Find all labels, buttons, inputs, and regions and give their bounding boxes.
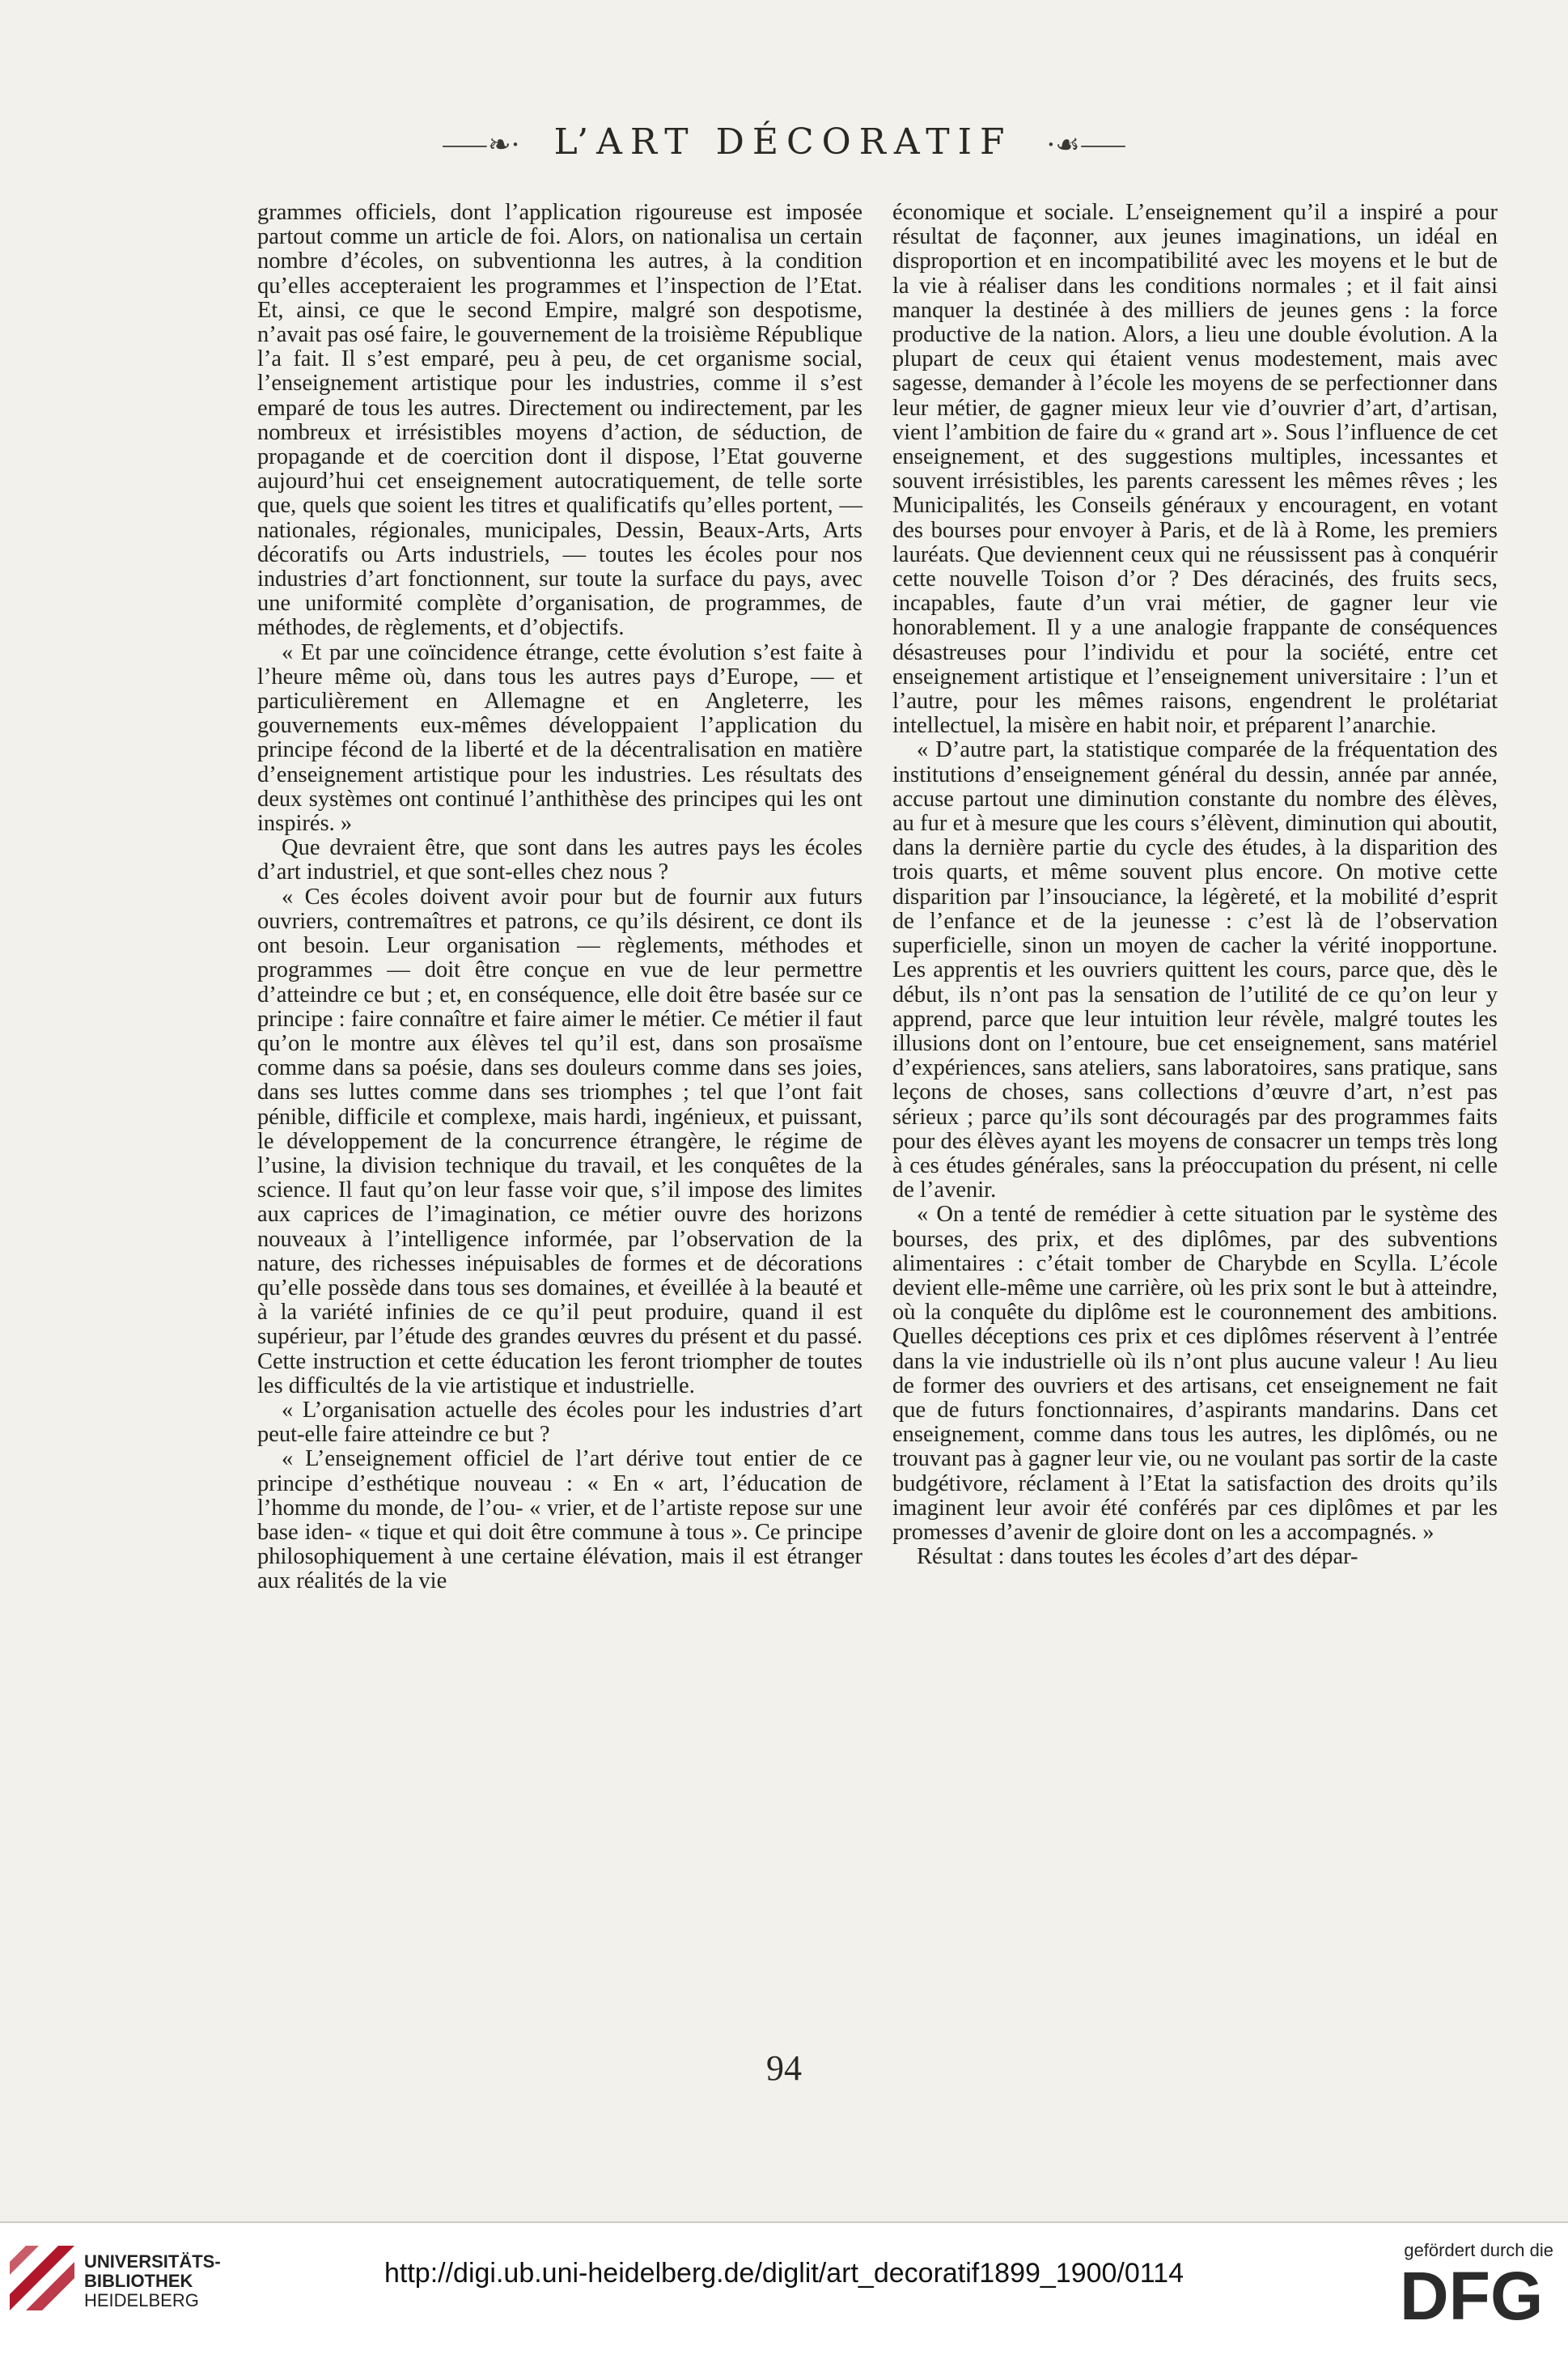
paragraph: « L’organisation actuelle des écoles pour les industries d’art peut-elle faire atteindre ce but ? — [257, 1397, 862, 1448]
dfg-logo-icon — [1400, 2266, 1553, 2327]
paragraph: « Et par une coïncidence étrange, cette évolution s’est faite à l’heure même où, dans tous les autres pays d’Europe, — et particulièrement en Allemagne et en Angleterre, les gouvernements eux-mêmes développaient l’application du principe fécond de la liberté et de la décentralisation en matière d’enseignement artistique pour les industries. Les résultats des deux systèmes ont continué l’anthithèse des principes qui les ont inspirés. » — [257, 639, 862, 837]
left-column — [257, 201, 862, 1594]
digitization-footer — [0, 2223, 1568, 2359]
institution-line: UNIVERSITÄTS- — [84, 2251, 221, 2272]
funded-by-label: gefördert durch die — [1404, 2240, 1553, 2260]
page-number: 94 — [766, 2048, 802, 2088]
paragraph: « On a tenté de remédier à cette situation par le système des bourses, des prix, et des diplômes, par des subventions alimentaires : c’était tomber de Charybde en Scylla. L’école devient elle-même une carrière, où les prix sont le but à atteindre, où la conquête du diplôme est le couronnement des ambitions. Quelles déceptions ces prix et ces diplômes réservent à l’entrée dans la vie industrielle où ils n’ont plus aucune valeur ! Au lieu de former des ouvriers et des artisans, cet enseignement ne fait que de futurs fonctionnaires, d’aspirants mandarins. Dans cet enseignement, comme dans tous les autres, les diplômés, ou ne trouvant pas à gagner leur vie, ou ne voulant pas sortir de la caste budgétivore, réclament à l’Etat la satisfaction des droits qu’ils imaginent leur avoir été conférés par ces diplômes et par les promesses d’avenir de gloire dont on les a accompagnés. » — [892, 1202, 1498, 1545]
paragraph: Résultat : dans toutes les écoles d’art des dépar- — [917, 1544, 1358, 1570]
dfg-funding-logo[interactable] — [1400, 2240, 1553, 2331]
permalink-url[interactable]: http://digi.ub.uni-heidelberg.de/diglit/art_decoratif1899_1900/0114 — [384, 2258, 1184, 2289]
ornament-left-icon: ⸺❧· — [441, 129, 520, 161]
running-header — [0, 121, 1568, 163]
institution-line: HEIDELBERG — [84, 2290, 199, 2310]
ornament-right-icon: ·☙⸺ — [1046, 129, 1127, 161]
paragraph: grammes officiels, dont l’application rigoureuse est imposée partout comme un article de foi. Alors, on nationalisa un certain nombre d’écoles, on subventionna les autres, à la condition qu’elles accepteraient les programmes et l’inspection de l’Etat. Et, ainsi, ce que le second Empire, malgré son despotisme, n’avait pas osé faire, le gouvernement de la troisième République l’a fait. Il s’est emparé, peu à peu, de cet organisme social, l’enseignement artistique pour les industries, comme il s’est emparé de tous les autres. Directement ou indirectement, par les nombreux et irrésistibles moyens d’action, de séduction, de propagande et de coercition dont il dispose, l’Etat gouverne aujourd’hui cet enseignement autocratiquement, de telle sorte que, quels que soient les titres et qualificatifs qu’elles portent, — nationales, régionales, municipales, Dessin, Beaux-Arts, Arts décoratifs ou Arts industriels, — toutes les écoles pour nos industries d’art fonctionnent, sur toute la surface du pays, avec une uniformité complète d’organisation, de programmes, de méthodes, de règlements, et d’objectifs. — [257, 200, 862, 641]
paragraph: Que devraient être, que sont dans les autres pays les écoles d’art industriel, et que sont-elles chez nous ? — [257, 835, 862, 885]
institution-line: BIBLIOTHEK — [84, 2271, 193, 2291]
paragraph: « Ces écoles doivent avoir pour but de fournir aux futurs ouvriers, contremaîtres et patrons, ce qu’ils désirent, ce dont ils ont besoin. Leur organisation — règlements, méthodes et programmes — doit être conçue en vue de leur permettre d’atteindre ce but ; et, en conséquence, elle doit être basée sur ce principe : faire connaître et faire aimer le métier. Ce métier il faut qu’on le montre aux élèves tel qu’il est, dans son prosaïsme comme dans sa poésie, dans ses douleurs comme dans ses joies, dans ses luttes comme dans ses triomphes ; tel que l’ont fait pénible, difficile et complexe, mais hardi, ingénieux, et puissant, le développement de la concurrence étrangère, le régime de l’usine, la division technique du travail, et les conquêtes de la science. Il faut qu’on leur fasse voir que, s’il impose des limites aux caprices de l’imagination, ce métier ouvre des horizons nouveaux à l’intelligence informée, par l’observation de la nature, des richesses inépuisables de formes et de décorations qu’elle possède dans tous ses domaines, et éveillée à la beauté et à la variété infinies de ce qu’il peut produire, quand il est supérieur, par l’étude des grandes œuvres du présent et du passé. Cette instruction et cette éducation les feront triompher de toutes les difficultés de la vie artistique et industrielle. — [257, 884, 862, 1398]
paragraph: « D’autre part, la statistique comparée de la fréquentation des institutions d’enseignement général du dessin, année par année, accuse partout une diminution constante du nombre des élèves, au fur et à mesure que les cours s’élèvent, diminution qui aboutit, dans la dernière partie du cycle des études, à la disparition des trois quarts, et même souvent plus encore. On motive cette disparition par l’insouciance, la légèreté, et la mobilité d’esprit de l’enfance et de la jeunesse : c’est là de l’observation superficielle, sinon un moyen de cacher la vérité inopportune. Les apprentis et les ouvriers quittent les cours, parce que, dès le début, ils n’ont pas la sensation de l’utilité de ce qu’on leur y apprend, parce que leur intuition leur révèle, malgré toutes les illusions dont on l’entoure, bue cet enseignement, sans matériel d’expériences, sans ateliers, sans laboratoires, sans pratique, sans leçons de choses, sans collections d’œuvre d’art, n’est pas sérieux ; parce qu’ils sont découragés par des programmes faits pour des élèves ayant les moyens de consacrer un temps très long à ces études générales, sans la préoccupation du présent, ni celle de l’avenir. — [892, 737, 1498, 1203]
journal-title: L’ART DÉCORATIF — [553, 121, 1013, 163]
paragraph: économique et sociale. L’enseignement qu’il a inspiré a pour résultat de façonner, aux jeunes imaginations, un idéal en disproportion et en incompatibilité avec les moyens et le but de la vie à réaliser dans les conditions normales ; et il fait ainsi manquer la destinée à des milliers de jeunes gens : la force productive de la nation. Alors, a lieu une double évolution. A la plupart de ceux qui étaient venus modestement, mais avec sagesse, demander à l’école les moyens de se perfectionner dans leur métier, de gagner mieux leur vie d’ouvrier d’art, d’artisan, vient l’ambition de faire du « grand art ». Sous l’influence de cet enseignement, et des suggestions multiples, incessantes et souvent irrésistibles, les parents caressent les mêmes rêves ; les Municipalités, les Conseils généraux y encouragent, en votant des bourses pour envoyer à Paris, et de là à Rome, les premiers lauréats. Que deviennent ceux qui ne réussissent pas à conquérir cette nouvelle Toison d’or ? Des déracinés, des fruits secs, incapables, faute d’un vrai métier, de gagner leur vie honorablement. Il y a une analogie frappante de conséquences désastreuses pour l’individu et pour la société, entre cet enseignement artistique et l’enseignement universitaire : l’un et l’autre, pour les mêmes raisons, engendrent le prolétariat intellectuel, la misère en habit noir, et préparent l’anarchie. — [892, 200, 1498, 739]
right-column — [892, 201, 1498, 1569]
dfg-logo-text: DFG — [1400, 2266, 1544, 2327]
paragraph: « L’enseignement officiel de l’art dérive tout entier de ce principe d’esthétique nouveau : « En « art, l’éducation de l’homme du monde, de l’ou- « vrier, et de l’artiste repose sur une base iden- « tique et qui doit être commune à tous ». Ce principe philosophiquement à une certaine élévation, mais il est étranger aux réalités de la vie — [257, 1446, 862, 1594]
